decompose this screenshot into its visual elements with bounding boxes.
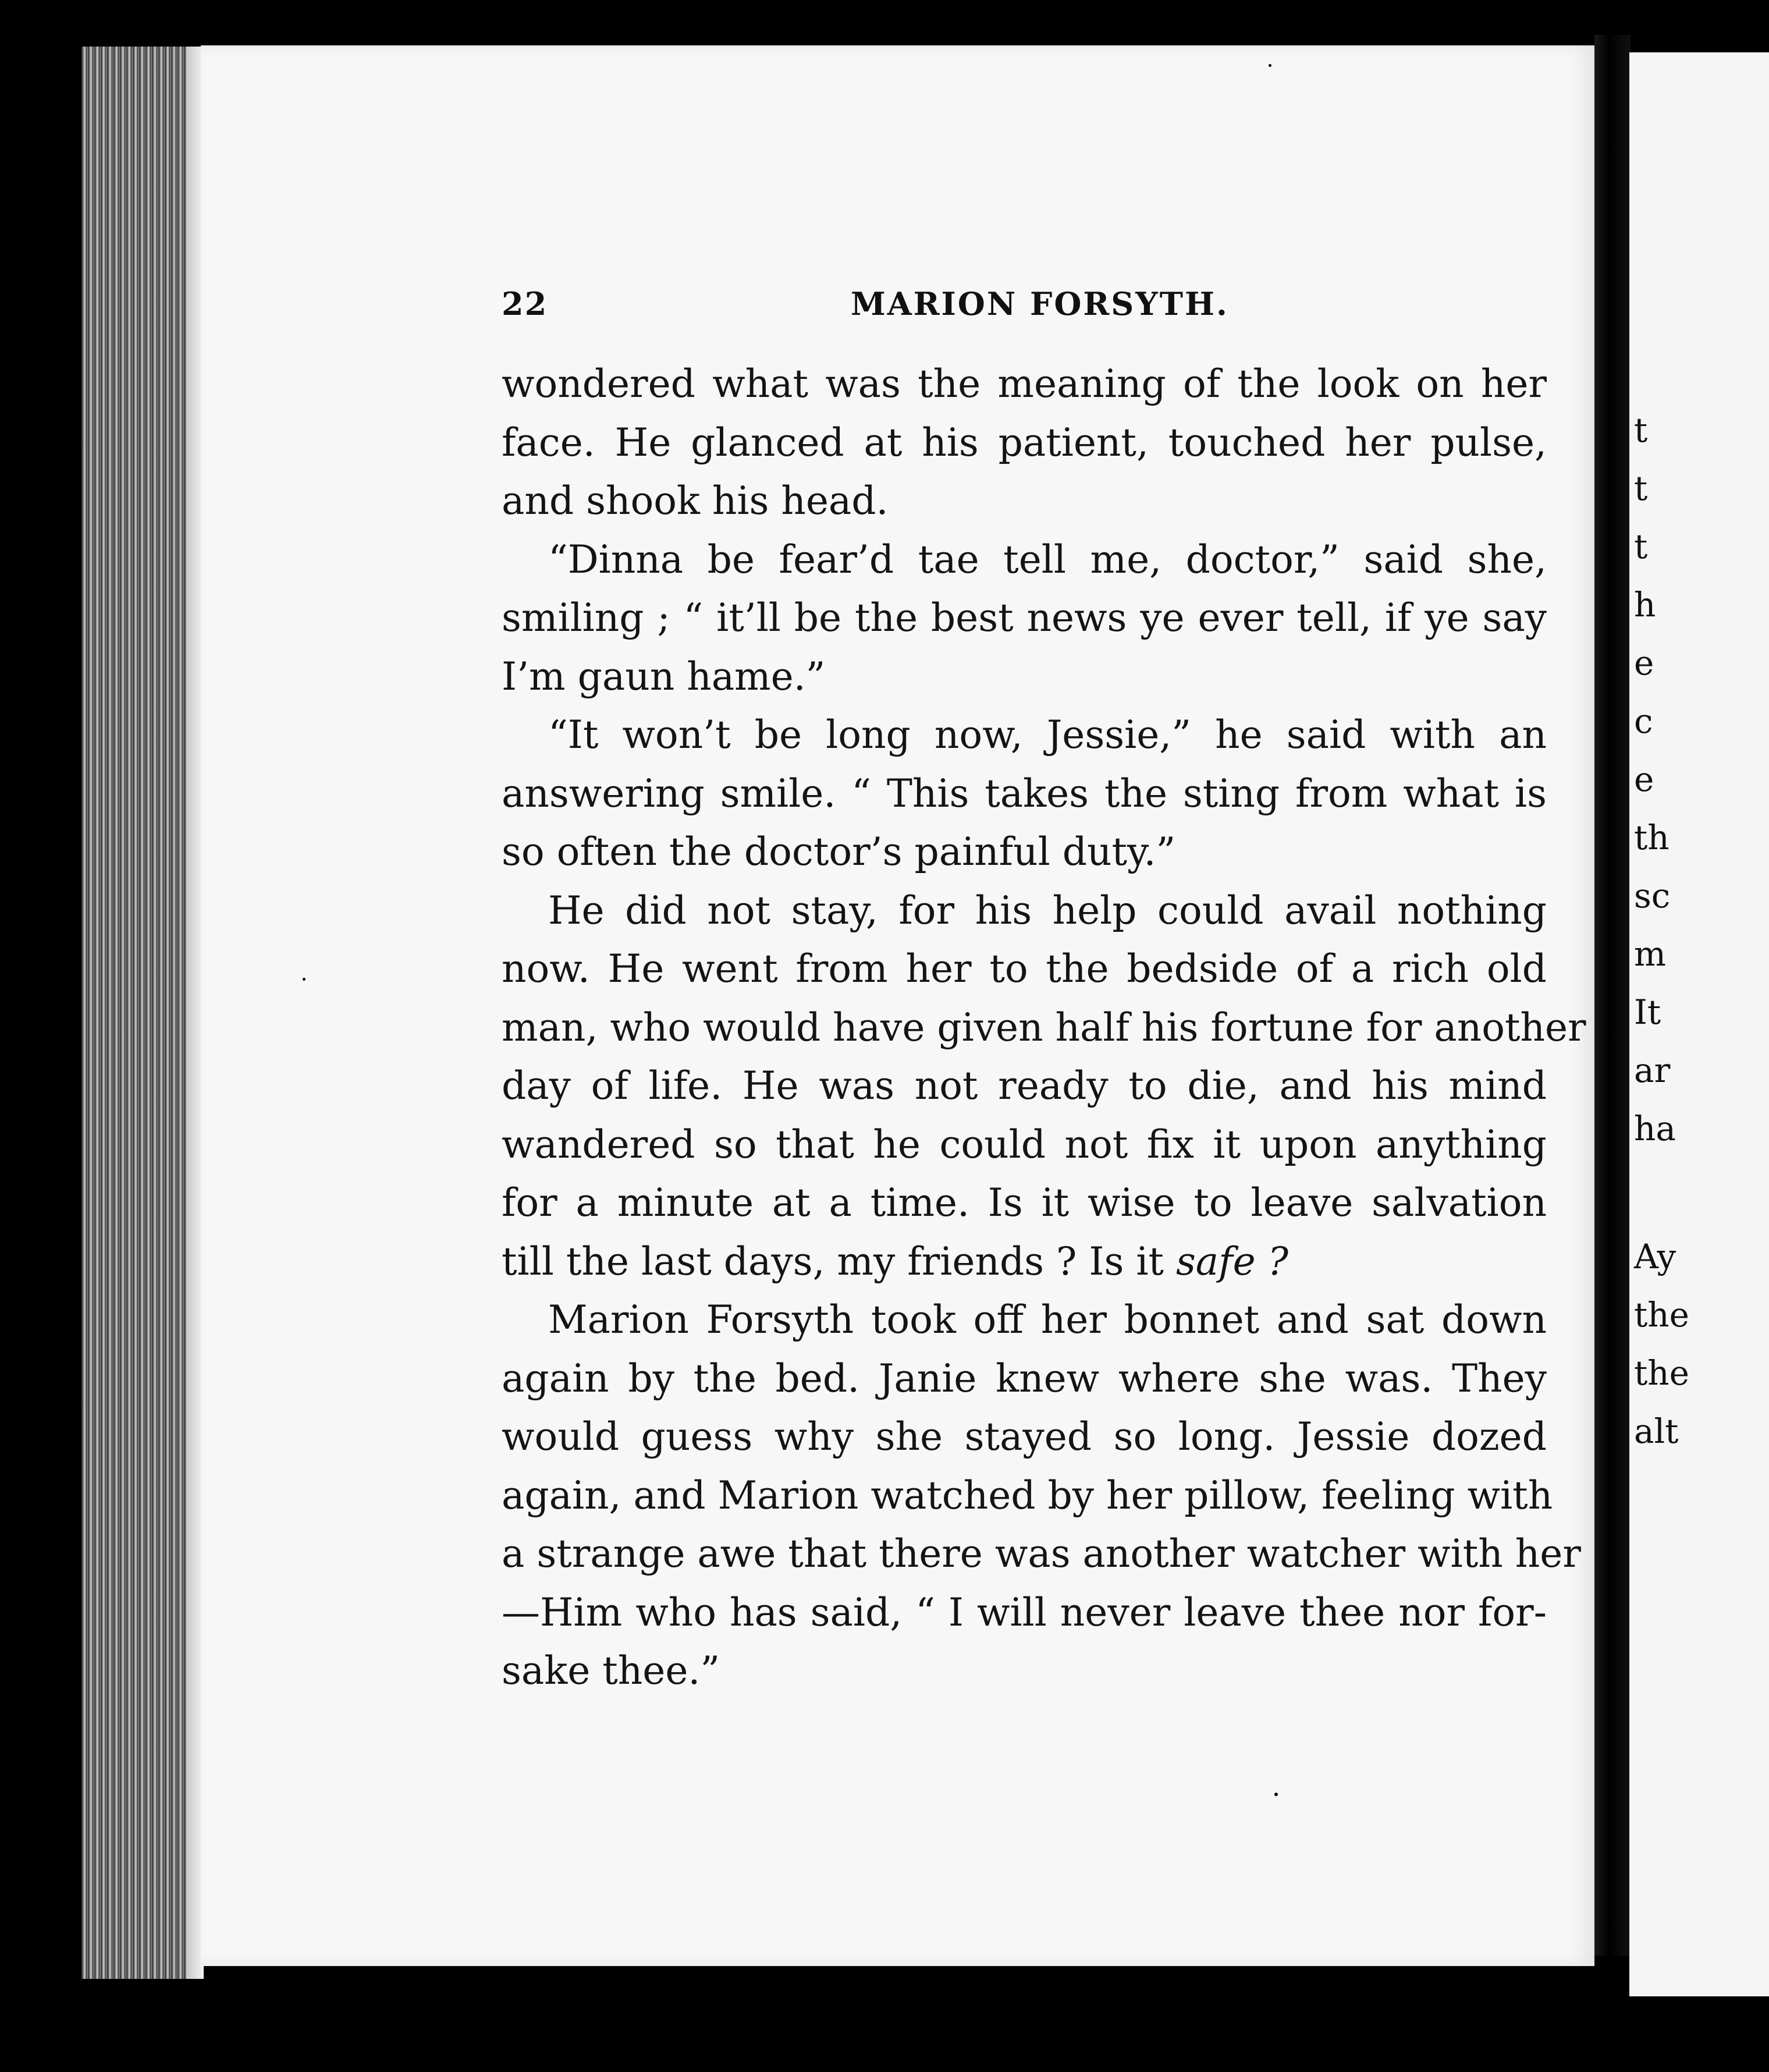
text-line: for a minute at a time. Is it wise to leave salvation	[502, 1180, 1547, 1225]
text-line: a strange awe that there was another watcher with her	[502, 1531, 1581, 1576]
facing-fragment: e	[1634, 643, 1654, 683]
facing-fragment: ar	[1634, 1051, 1671, 1090]
text-line: and shook his head.	[502, 478, 889, 523]
text-line: so often the doctor’s painful duty.”	[502, 829, 1176, 874]
dust-speck	[1269, 64, 1271, 67]
text-line: He did not stay, for his help could avail nothing	[548, 888, 1547, 933]
text-line: again by the bed. Janie knew where she was. They	[502, 1356, 1547, 1401]
text-line: Marion Forsyth took off her bonnet and sat down	[548, 1297, 1547, 1342]
dust-speck	[1274, 1793, 1278, 1796]
facing-fragment: e	[1634, 760, 1654, 799]
facing-fragment: sc	[1634, 876, 1671, 916]
facing-fragment: h	[1634, 585, 1656, 625]
facing-fragment: th	[1634, 818, 1669, 857]
facing-fragment: the	[1634, 1295, 1689, 1335]
facing-fragment: Ay	[1634, 1237, 1676, 1276]
text-line: I’m gaun hame.”	[502, 654, 826, 699]
text-line: “Dinna be fear’d tae tell me, doctor,” said she,	[548, 537, 1547, 582]
page-number: 22	[502, 285, 548, 322]
text-line: wandered so that he could not fix it upon anything	[502, 1122, 1547, 1167]
book-gutter	[1594, 35, 1631, 1956]
page-edges	[81, 47, 204, 1979]
facing-fragment: t	[1634, 527, 1648, 566]
text-fragment: till the last days, my friends ? Is it	[502, 1239, 1164, 1284]
body-text	[502, 355, 1586, 1701]
facing-fragment: t	[1634, 469, 1648, 508]
emphasis-safe: safe ?	[1175, 1239, 1289, 1284]
running-head	[502, 285, 1547, 332]
text-line: “It won’t be long now, Jessie,” he said with an	[548, 712, 1547, 757]
facing-page	[1629, 52, 1769, 1996]
dust-speck	[303, 978, 306, 981]
text-line: smiling ; “ it’ll be the best news ye ever tell, if ye say	[502, 595, 1547, 640]
text-line: man, who would have given half his fortune for another	[502, 1005, 1586, 1050]
running-title: MARION FORSYTH.	[851, 285, 1229, 322]
facing-fragment: alt	[1634, 1411, 1679, 1451]
facing-fragment: It	[1634, 992, 1661, 1032]
text-line: would guess why she stayed so long. Jessie dozed	[502, 1414, 1547, 1459]
facing-fragment: c	[1634, 701, 1653, 741]
text-line: again, and Marion watched by her pillow, feeling with	[502, 1473, 1553, 1518]
text-line: face. He glanced at his patient, touched her pulse,	[502, 420, 1547, 465]
text-line-with-emphasis	[502, 1233, 1547, 1292]
facing-fragment: ha	[1634, 1109, 1676, 1148]
text-line: now. He went from her to the bedside of a rich old	[502, 946, 1547, 991]
facing-fragment: m	[1634, 934, 1666, 974]
facing-fragment: t	[1634, 410, 1648, 450]
text-line: —Him who has said, “ I will never leave thee nor for-	[502, 1590, 1547, 1635]
text-line: answering smile. “ This takes the sting from what is	[502, 771, 1547, 816]
text-line: wondered what was the meaning of the look on her	[502, 361, 1547, 406]
text-line: sake thee.”	[502, 1648, 720, 1693]
text-line: day of life. He was not ready to die, and his mind	[502, 1063, 1547, 1108]
facing-fragment: the	[1634, 1353, 1689, 1393]
